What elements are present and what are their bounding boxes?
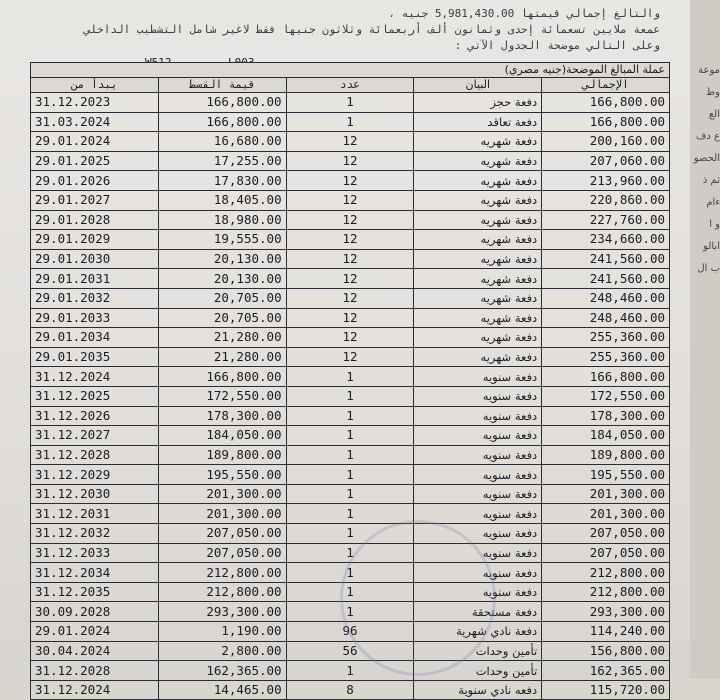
cell-start-date: 31.12.2030 bbox=[31, 484, 159, 504]
cell-description: دفعة مستحقة bbox=[414, 602, 542, 622]
cell-total: 201,300.00 bbox=[542, 504, 670, 524]
cell-total: 213,960.00 bbox=[542, 171, 670, 191]
header-count: عدد bbox=[286, 78, 414, 93]
table-row bbox=[31, 288, 670, 308]
cell-start-date: 31.12.2034 bbox=[31, 563, 159, 583]
cell-description: دفعة شهريه bbox=[414, 328, 542, 348]
cell-count: 1 bbox=[286, 445, 414, 465]
cell-count: 12 bbox=[286, 249, 414, 269]
cell-installment-value: 20,705.00 bbox=[158, 308, 286, 328]
cell-installment-value: 19,555.00 bbox=[158, 230, 286, 250]
table-row bbox=[31, 230, 670, 250]
cell-count: 1 bbox=[286, 602, 414, 622]
cell-description: دفعة سنويه bbox=[414, 465, 542, 485]
cell-installment-value: 16,680.00 bbox=[158, 132, 286, 152]
cell-total: 207,050.00 bbox=[542, 524, 670, 544]
cell-installment-value: 1,190.00 bbox=[158, 622, 286, 642]
next-page-text bbox=[694, 60, 720, 280]
cell-installment-value: 14,465.00 bbox=[158, 680, 286, 700]
cell-description: دفعة شهريه bbox=[414, 288, 542, 308]
cell-start-date: 29.01.2035 bbox=[31, 347, 159, 367]
cell-total: 200,160.00 bbox=[542, 132, 670, 152]
cell-description: دفعة شهريه bbox=[414, 230, 542, 250]
cell-total: 212,800.00 bbox=[542, 563, 670, 583]
cell-total: 220,860.00 bbox=[542, 190, 670, 210]
cell-count: 8 bbox=[286, 680, 414, 700]
cell-installment-value: 18,405.00 bbox=[158, 190, 286, 210]
cell-description: دفعة سنويه bbox=[414, 426, 542, 446]
cell-description: تأمين وحدات bbox=[414, 641, 542, 661]
cell-installment-value: 166,800.00 bbox=[158, 367, 286, 387]
cell-total: 241,560.00 bbox=[542, 249, 670, 269]
cell-installment-value: 178,300.00 bbox=[158, 406, 286, 426]
table-row bbox=[31, 406, 670, 426]
cell-count: 1 bbox=[286, 112, 414, 132]
table-row bbox=[31, 465, 670, 485]
note-line-2: عمعة ملايين تسعمائة إحدى وثمانون ألف أربعمائة وثلاثون جنيها فقط لاغير شامل التشطيب الداخلي bbox=[83, 23, 660, 36]
cell-description: دفعة سنويه bbox=[414, 582, 542, 602]
cell-start-date: 31.12.2029 bbox=[31, 465, 159, 485]
cell-installment-value: 166,800.00 bbox=[158, 112, 286, 132]
cell-start-date: 31.03.2024 bbox=[31, 112, 159, 132]
cell-description: دفعة شهريه bbox=[414, 190, 542, 210]
table-row bbox=[31, 269, 670, 289]
table-row bbox=[31, 386, 670, 406]
cell-start-date: 31.12.2024 bbox=[31, 680, 159, 700]
cell-start-date: 30.09.2028 bbox=[31, 602, 159, 622]
cell-total: 114,240.00 bbox=[542, 622, 670, 642]
cell-description: دفعة سنويه bbox=[414, 504, 542, 524]
cell-installment-value: 212,800.00 bbox=[158, 563, 286, 583]
cell-total: 166,800.00 bbox=[542, 112, 670, 132]
cell-description: دفعة شهريه bbox=[414, 269, 542, 289]
side-text-fragment: ع دف bbox=[696, 131, 720, 142]
cell-count: 1 bbox=[286, 406, 414, 426]
cell-total: 162,365.00 bbox=[542, 661, 670, 681]
cell-count: 12 bbox=[286, 132, 414, 152]
cell-description: دفعة حجز bbox=[414, 93, 542, 113]
table-row bbox=[31, 504, 670, 524]
cell-description: دفعة شهريه bbox=[414, 347, 542, 367]
cell-count: 12 bbox=[286, 347, 414, 367]
table-row bbox=[31, 171, 670, 191]
cell-description: دفعة سنويه bbox=[414, 543, 542, 563]
table-row bbox=[31, 190, 670, 210]
cell-installment-value: 2,800.00 bbox=[158, 641, 286, 661]
cell-installment-value: 17,255.00 bbox=[158, 151, 286, 171]
cell-description: دفعة شهريه bbox=[414, 132, 542, 152]
cell-installment-value: 195,550.00 bbox=[158, 465, 286, 485]
cell-installment-value: 212,800.00 bbox=[158, 582, 286, 602]
cell-description: دفعة شهريه bbox=[414, 308, 542, 328]
cell-count: 1 bbox=[286, 465, 414, 485]
cell-count: 1 bbox=[286, 93, 414, 113]
cell-count: 1 bbox=[286, 386, 414, 406]
cell-installment-value: 17,830.00 bbox=[158, 171, 286, 191]
cell-start-date: 31.12.2033 bbox=[31, 543, 159, 563]
header-start-date: يبدأ من bbox=[31, 78, 159, 93]
table-row bbox=[31, 426, 670, 446]
cell-description: دفعة سنويه bbox=[414, 484, 542, 504]
table-row bbox=[31, 93, 670, 113]
cell-count: 12 bbox=[286, 269, 414, 289]
table-row bbox=[31, 210, 670, 230]
header-total: الإجمالي bbox=[542, 78, 670, 93]
side-text-fragment: ب ال bbox=[697, 263, 720, 274]
table-row bbox=[31, 328, 670, 348]
cell-start-date: 31.12.2025 bbox=[31, 386, 159, 406]
cell-start-date: 31.12.2026 bbox=[31, 406, 159, 426]
side-text-fragment: ءام bbox=[706, 197, 720, 208]
cell-total: 195,550.00 bbox=[542, 465, 670, 485]
cell-start-date: 29.01.2025 bbox=[31, 151, 159, 171]
table-row bbox=[31, 524, 670, 544]
cell-total: 178,300.00 bbox=[542, 406, 670, 426]
cell-count: 12 bbox=[286, 328, 414, 348]
cell-start-date: 29.01.2028 bbox=[31, 210, 159, 230]
cell-installment-value: 21,280.00 bbox=[158, 347, 286, 367]
cell-count: 1 bbox=[286, 367, 414, 387]
cell-total: 189,800.00 bbox=[542, 445, 670, 465]
cell-description: تأمين وحدات bbox=[414, 661, 542, 681]
cell-installment-value: 20,705.00 bbox=[158, 288, 286, 308]
table-row bbox=[31, 661, 670, 681]
cell-installment-value: 21,280.00 bbox=[158, 328, 286, 348]
cell-description: دفعه نادي سنوية bbox=[414, 680, 542, 700]
cell-start-date: 31.12.2023 bbox=[31, 93, 159, 113]
cell-total: 293,300.00 bbox=[542, 602, 670, 622]
table-row bbox=[31, 347, 670, 367]
cell-count: 1 bbox=[286, 543, 414, 563]
cell-description: دفعة شهريه bbox=[414, 210, 542, 230]
cell-total: 227,760.00 bbox=[542, 210, 670, 230]
cell-count: 1 bbox=[286, 661, 414, 681]
cell-description: دفعة سنويه bbox=[414, 386, 542, 406]
cell-total: 166,800.00 bbox=[542, 93, 670, 113]
side-text-fragment: و ا bbox=[709, 219, 720, 230]
cell-total: 166,800.00 bbox=[542, 367, 670, 387]
cell-installment-value: 166,800.00 bbox=[158, 93, 286, 113]
side-text-fragment: ثم ذ bbox=[702, 175, 720, 186]
side-text-fragment: ابالو bbox=[703, 241, 720, 252]
cell-description: دفعة نادي شهرية bbox=[414, 622, 542, 642]
cell-start-date: 31.12.2028 bbox=[31, 661, 159, 681]
side-text-fragment: وط الع bbox=[705, 87, 720, 120]
cell-installment-value: 201,300.00 bbox=[158, 504, 286, 524]
cell-start-date: 29.01.2024 bbox=[31, 622, 159, 642]
cell-description: دفعة تعاقد bbox=[414, 112, 542, 132]
cell-installment-value: 293,300.00 bbox=[158, 602, 286, 622]
faded-stamp bbox=[340, 520, 496, 676]
cell-total: 241,560.00 bbox=[542, 269, 670, 289]
cell-start-date: 31.12.2024 bbox=[31, 367, 159, 387]
table-row bbox=[31, 132, 670, 152]
cell-start-date: 31.12.2031 bbox=[31, 504, 159, 524]
cell-total: 207,060.00 bbox=[542, 151, 670, 171]
cell-count: 1 bbox=[286, 426, 414, 446]
header-description: البيان bbox=[414, 78, 542, 93]
cell-description: دفعة شهريه bbox=[414, 249, 542, 269]
cell-total: 201,300.00 bbox=[542, 484, 670, 504]
cell-count: 96 bbox=[286, 622, 414, 642]
cell-start-date: 30.04.2024 bbox=[31, 641, 159, 661]
cell-total: 255,360.00 bbox=[542, 347, 670, 367]
table-row bbox=[31, 308, 670, 328]
table-row bbox=[31, 151, 670, 171]
cell-start-date: 29.01.2031 bbox=[31, 269, 159, 289]
cell-description: دفعة سنويه bbox=[414, 524, 542, 544]
cell-count: 1 bbox=[286, 504, 414, 524]
cell-installment-value: 20,130.00 bbox=[158, 249, 286, 269]
cell-installment-value: 207,050.00 bbox=[158, 524, 286, 544]
table-row bbox=[31, 680, 670, 700]
cell-count: 12 bbox=[286, 230, 414, 250]
cell-start-date: 31.12.2028 bbox=[31, 445, 159, 465]
cell-installment-value: 207,050.00 bbox=[158, 543, 286, 563]
cell-start-date: 29.01.2034 bbox=[31, 328, 159, 348]
cell-total: 184,050.00 bbox=[542, 426, 670, 446]
cell-description: دفعة شهريه bbox=[414, 151, 542, 171]
cell-installment-value: 162,365.00 bbox=[158, 661, 286, 681]
cell-installment-value: 172,550.00 bbox=[158, 386, 286, 406]
side-text-fragment: الحصو bbox=[693, 153, 720, 164]
cell-total: 212,800.00 bbox=[542, 582, 670, 602]
cell-installment-value: 189,800.00 bbox=[158, 445, 286, 465]
cell-start-date: 29.01.2024 bbox=[31, 132, 159, 152]
table-row bbox=[31, 112, 670, 132]
cell-count: 12 bbox=[286, 151, 414, 171]
cell-start-date: 29.01.2030 bbox=[31, 249, 159, 269]
cell-count: 12 bbox=[286, 210, 414, 230]
table-caption: عملة المبالغ الموضحة(جنيه مصري) bbox=[31, 63, 670, 78]
cell-count: 12 bbox=[286, 171, 414, 191]
cell-start-date: 31.12.2035 bbox=[31, 582, 159, 602]
cell-description: دفعة سنويه bbox=[414, 563, 542, 583]
note-line-3: وعلى التالي موضحة الجدول الآتي : bbox=[454, 39, 660, 52]
side-text-fragment: موعة bbox=[698, 65, 720, 76]
cell-total: 172,550.00 bbox=[542, 386, 670, 406]
cell-total: 248,460.00 bbox=[542, 308, 670, 328]
cell-start-date: 29.01.2029 bbox=[31, 230, 159, 250]
cell-description: دفعة سنويه bbox=[414, 445, 542, 465]
cell-count: 1 bbox=[286, 563, 414, 583]
cell-installment-value: 184,050.00 bbox=[158, 426, 286, 446]
cell-count: 1 bbox=[286, 582, 414, 602]
cell-total: 156,800.00 bbox=[542, 641, 670, 661]
cell-count: 12 bbox=[286, 308, 414, 328]
cell-count: 56 bbox=[286, 641, 414, 661]
cell-installment-value: 20,130.00 bbox=[158, 269, 286, 289]
table-row bbox=[31, 641, 670, 661]
cell-start-date: 29.01.2026 bbox=[31, 171, 159, 191]
cell-description: دفعة سنويه bbox=[414, 406, 542, 426]
cell-description: دفعة سنويه bbox=[414, 367, 542, 387]
cell-start-date: 29.01.2032 bbox=[31, 288, 159, 308]
cell-start-date: 29.01.2027 bbox=[31, 190, 159, 210]
table-row bbox=[31, 445, 670, 465]
table-row bbox=[31, 249, 670, 269]
header-installment-value: قيمة القسط bbox=[158, 78, 286, 93]
cell-total: 207,050.00 bbox=[542, 543, 670, 563]
cell-count: 12 bbox=[286, 288, 414, 308]
cell-total: 115,720.00 bbox=[542, 680, 670, 700]
cell-start-date: 29.01.2033 bbox=[31, 308, 159, 328]
cell-total: 255,360.00 bbox=[542, 328, 670, 348]
payment-summary-note bbox=[0, 6, 680, 54]
cell-count: 12 bbox=[286, 190, 414, 210]
cell-total: 248,460.00 bbox=[542, 288, 670, 308]
cell-start-date: 31.12.2027 bbox=[31, 426, 159, 446]
cell-installment-value: 201,300.00 bbox=[158, 484, 286, 504]
cell-start-date: 31.12.2032 bbox=[31, 524, 159, 544]
cell-count: 1 bbox=[286, 524, 414, 544]
cell-description: دفعة شهريه bbox=[414, 171, 542, 191]
table-row bbox=[31, 367, 670, 387]
cell-count: 1 bbox=[286, 484, 414, 504]
cell-total: 234,660.00 bbox=[542, 230, 670, 250]
table-row bbox=[31, 484, 670, 504]
cell-installment-value: 18,980.00 bbox=[158, 210, 286, 230]
note-line-1: والتالغ إجمالي قيمتها 5,981,430.00 جنيه ، bbox=[388, 7, 660, 20]
